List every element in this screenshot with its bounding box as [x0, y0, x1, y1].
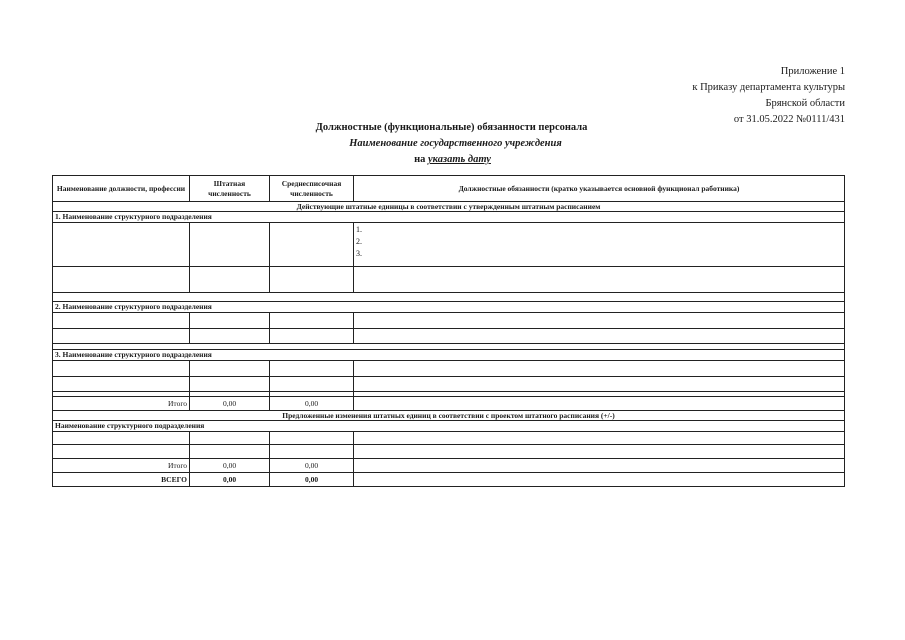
section-row — [53, 202, 845, 212]
cell-duties — [354, 223, 845, 267]
appendix-line-4: от 31.05.2022 №0111/431 — [733, 114, 845, 125]
table-header-row — [53, 176, 845, 202]
itogo-row — [53, 397, 845, 411]
total-row — [53, 473, 845, 487]
header-avg: Среднесписочная численность — [270, 176, 354, 202]
table-row — [53, 445, 845, 459]
document-titles — [0, 120, 905, 168]
table-row — [53, 377, 845, 392]
section-proposed: Предложенные изменения штатных единиц в соответствии с проектом штатного расписания (+/-) — [53, 411, 845, 421]
itogo2-avg: 0,00 — [270, 459, 354, 473]
header-position: Наименование должности, профессии — [53, 176, 190, 202]
itogo-avg: 0,00 — [270, 397, 354, 411]
total-label: ВСЕГО — [53, 473, 190, 487]
duties-table — [52, 175, 845, 487]
duty-item-1: 1. — [356, 225, 362, 234]
appendix-block — [692, 64, 845, 128]
unit-row — [53, 350, 845, 361]
section-row — [53, 411, 845, 421]
unit-1-heading: 1. Наименование структурного подразделения — [53, 212, 845, 223]
section-existing: Действующие штатные единицы в соответствии с утвержденным штатным расписанием — [53, 202, 845, 212]
date-prefix: на — [414, 154, 428, 165]
unit-row — [53, 302, 845, 313]
appendix-line-1: Приложение 1 — [780, 66, 845, 77]
table-row — [53, 293, 845, 302]
date-value: указать дату — [428, 154, 491, 165]
duty-item-2: 2. — [356, 237, 362, 246]
total-staff: 0,00 — [190, 473, 270, 487]
total-avg: 0,00 — [270, 473, 354, 487]
unit-proposed-heading: Наименование структурного подразделения — [53, 421, 845, 432]
cell-staff — [190, 223, 270, 267]
unit-row — [53, 421, 845, 432]
table-row — [53, 432, 845, 445]
unit-3-heading: 3. Наименование структурного подразделения — [53, 350, 845, 361]
table-row — [53, 313, 845, 329]
appendix-line-3: Брянской области — [765, 98, 845, 109]
itogo-staff: 0,00 — [190, 397, 270, 411]
duty-item-3: 3. — [356, 249, 362, 258]
unit-2-heading: 2. Наименование структурного подразделения — [53, 302, 845, 313]
unit-row — [53, 212, 845, 223]
cell-position — [53, 223, 190, 267]
table-row — [53, 361, 845, 377]
table-row — [53, 267, 845, 293]
cell-avg — [270, 223, 354, 267]
appendix-line-2: к Приказу департамента культуры — [692, 82, 845, 93]
organization-name: Наименование государственного учреждения — [349, 138, 562, 149]
itogo2-label: Итого — [53, 459, 190, 473]
itogo2-row — [53, 459, 845, 473]
header-duties: Должностные обязанности (кратко указывается основной функционал работника) — [354, 176, 845, 202]
table-row — [53, 223, 845, 267]
document-title: Должностные (функциональные) обязанности персонала — [315, 122, 588, 133]
date-line — [0, 152, 905, 168]
itogo2-staff: 0,00 — [190, 459, 270, 473]
table-row — [53, 329, 845, 344]
itogo-label: Итого — [53, 397, 190, 411]
header-staff: Штатная численность — [190, 176, 270, 202]
